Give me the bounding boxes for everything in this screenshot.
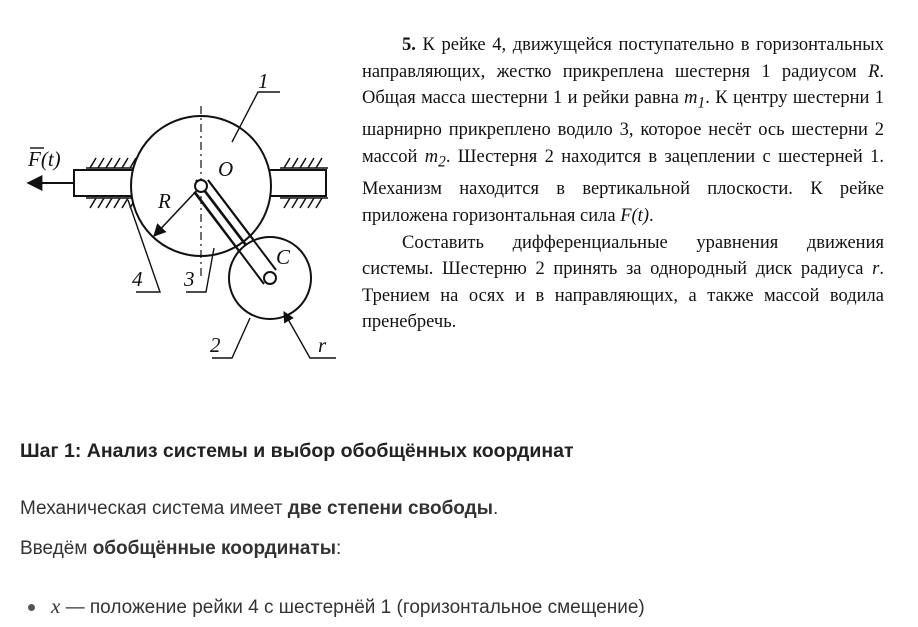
label-gear-1: 1 bbox=[258, 69, 269, 93]
hinge-c bbox=[264, 272, 276, 284]
label-radius-R: R bbox=[158, 189, 171, 213]
solution-paragraph-1: Механическая система имеет две степени свободы. bbox=[20, 498, 499, 519]
problem-statement bbox=[362, 32, 884, 336]
label-center-c: C bbox=[276, 245, 291, 269]
label-gear-2: 2 bbox=[210, 333, 221, 357]
guide-hatch-bottom-right bbox=[280, 198, 328, 208]
problem-paragraph-2: Составить дифференциальные уравнения движения системы. Шестерню 2 принять за однородный диск радиуса r. Трением на осях и в направляющих, а также массой водила пренебречь. bbox=[362, 232, 884, 333]
solution-paragraph-2: Введём обобщённые координаты: bbox=[20, 538, 342, 559]
hinge-o bbox=[195, 180, 207, 192]
leader-r bbox=[284, 312, 336, 358]
label-radius-r: r bbox=[318, 333, 327, 357]
label-crank-3: 3 bbox=[184, 267, 195, 291]
problem-paragraph-1: 5. К рейке 4, движущейся поступательно в горизонтальных направляющих, жестко прикреплена шестерня 1 радиусом R. Общая масса шестерни 1 и рейки равна $m_1$. К центру шестерни 1 шарнирно прикреплено водило 3, которое несёт ось шестерни 2 массой $m_2$. Шестерня 2 находится в зацеплении с шестерней 1. Механизм находится в вертикальной плоскости. К рейке приложена горизонтальная сила F(t). bbox=[362, 35, 884, 226]
step-heading: Шаг 1: Анализ системы и выбор обобщённых координат bbox=[20, 440, 574, 462]
problem-number: 5. bbox=[402, 35, 416, 55]
label-rack-4: 4 bbox=[132, 267, 143, 291]
list-item: x — положение рейки 4 с шестернёй 1 (горизонтальное смещение) bbox=[28, 594, 645, 619]
guide-hatch-top-right bbox=[280, 158, 328, 168]
label-force: F(t) bbox=[28, 147, 61, 171]
label-center-o: O bbox=[218, 157, 234, 181]
mechanism-figure bbox=[18, 64, 358, 374]
bullet-icon bbox=[28, 604, 35, 611]
guide-hatch-top-left bbox=[86, 158, 138, 168]
